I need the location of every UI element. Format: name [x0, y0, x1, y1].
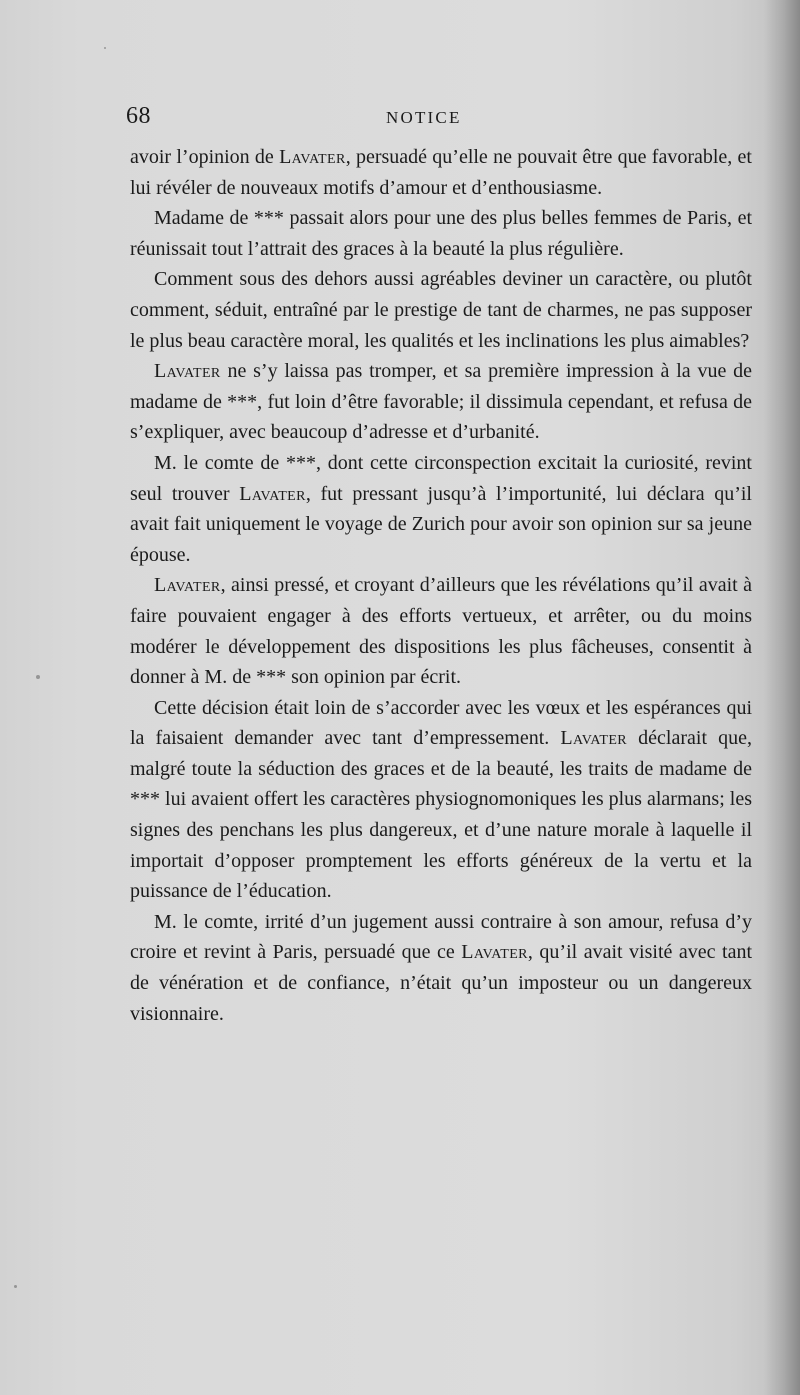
- name-lavater: Lavater: [154, 360, 221, 383]
- body-text: [130, 142, 752, 1029]
- paragraph-5: M. le comte de ***, dont cette circonspection excitait la curiosité, revint seul trouver Lavater, fut pressant jusqu’à l’importunité, lui déclara qu’il avait fait uniquement le voyage de Zurich pour avoir son opinion sur sa jeune épouse.: [130, 451, 752, 566]
- name-lavater: Lavater: [560, 727, 628, 750]
- paragraph-2: Madame de *** passait alors pour une des plus belles femmes de Paris, et réunissait tout l’attrait des graces à la beauté la plus régulière.: [130, 207, 752, 260]
- paper-speck: [104, 47, 106, 49]
- paragraph-7: Cette décision était loin de s’accorder avec les vœux et les espérances qui la faisaient demander avec tant d’empressement. Lavater déclarait que, malgré toute la séduction des graces et de la beauté, les traits de madame de *** lui avaient offert les caractères physiognomoniques les plus alarmans; les signes des penchans les plus dangereux, et d’une nature morale à laquelle il importait d’opposer promptement les efforts généreux de la vertu et la puissance de l’éducation.: [130, 696, 752, 903]
- page-header: [126, 103, 752, 137]
- name-lavater: Lavater: [154, 574, 221, 597]
- page-number: 68: [126, 103, 151, 129]
- binding-shadow: [764, 0, 800, 1395]
- paragraph-8: M. le comte, irrité d’un jugement aussi contraire à son amour, refusa d’y croire et revint à Paris, persuadé que ce Lavater, qu’il avait visité avec tant de vénération et de confiance, n’était qu’un imposteur ou un dangereux visionnaire.: [130, 910, 753, 1025]
- name-lavater: Lavater: [279, 146, 346, 168]
- paper-speck: [36, 675, 40, 679]
- paragraph-4: Lavater ne s’y laissa pas tromper, et sa première impression à la vue de madame de ***, fut loin d’être favorable; il dissimula cependant, et refusa de s’expliquer, avec beaucoup d’adresse et d’urbanité.: [130, 360, 752, 444]
- paper-speck: [14, 1285, 17, 1288]
- paragraph-3: Comment sous des dehors aussi agréables deviner un caractère, ou plutôt comment, séduit, entraîné par le prestige de tant de charmes, ne pas supposer le plus beau caractère moral, les qualités et les inclinations les plus aimables?: [130, 268, 752, 352]
- name-lavater: Lavater: [461, 941, 528, 964]
- paragraph-1: avoir l’opinion de Lavater, persuadé qu’elle ne pouvait être que favorable, et lui révéler de nouveaux motifs d’amour et d’enthousiasme.: [130, 146, 752, 199]
- running-title: NOTICE: [386, 108, 462, 127]
- name-lavater: Lavater: [239, 482, 306, 505]
- paragraph-6: Lavater, ainsi pressé, et croyant d’ailleurs que les révélations qu’il avait à faire pouvaient engager à des efforts vertueux, et arrêter, ou du moins modérer le développement des dispositions les plus fâcheuses, consentit à donner à M. de *** son opinion par écrit.: [130, 574, 752, 689]
